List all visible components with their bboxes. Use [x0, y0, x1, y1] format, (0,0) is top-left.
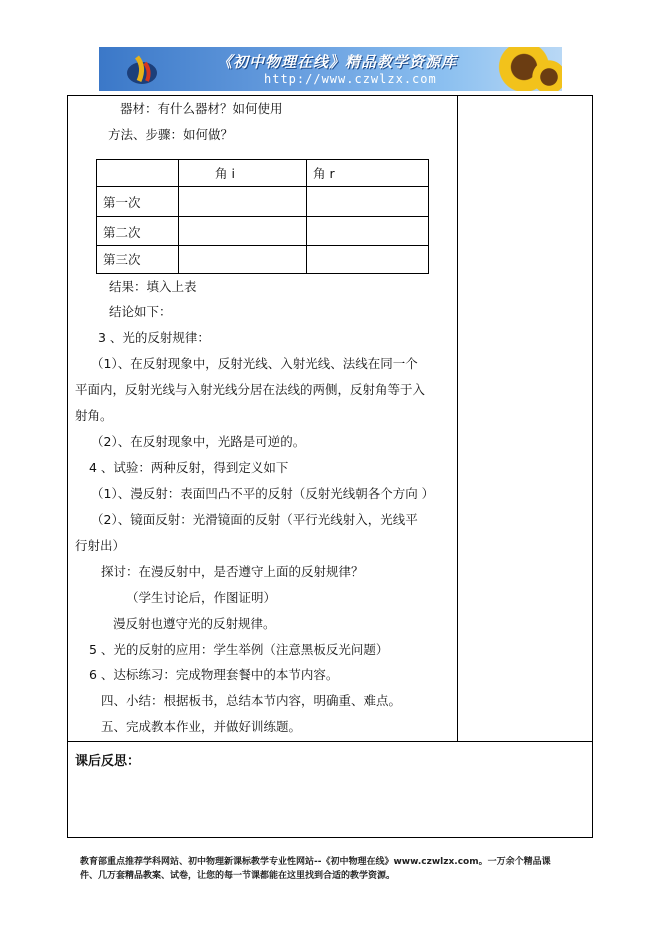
test2-text: （2）、镜面反射：光滑镜面的反射（平行光线射入，光线平	[91, 512, 418, 527]
conclusion-text: 结论如下：	[109, 304, 172, 319]
discuss-text: 探讨：在漫反射中，是否遵守上面的反射规律？	[101, 564, 364, 579]
test-title: 4 、试验：两种反射，得到定义如下	[89, 460, 289, 475]
homework-text: 五、完成教本作业，并做好训练题。	[101, 719, 302, 734]
equipment-text: 器材：有什么器材？如何使用	[120, 101, 283, 116]
law2-text: （2）、在反射现象中，光路是可逆的。	[91, 434, 306, 449]
banner-url[interactable]: http://www.czwlzx.com	[264, 72, 437, 86]
law1-text: 射角。	[75, 408, 113, 423]
table-header-angle-r: 角 r	[313, 166, 335, 181]
sunflower-decoration	[529, 57, 562, 91]
summary-text: 四、小结：根据板书，总结本节内容，明确重、难点。	[101, 693, 402, 708]
law-title: 3 、光的反射规律：	[98, 330, 210, 345]
table-row-label: 第二次	[103, 225, 141, 240]
result-text: 结果：填入上表	[109, 279, 197, 294]
law1-text: （1）、在反射现象中，反射光线、入射光线、法线在同一个	[91, 356, 418, 371]
table-divider	[96, 186, 429, 187]
column-divider	[457, 95, 458, 742]
header-banner	[99, 47, 562, 91]
reflection-label: 课后反思：	[75, 754, 141, 769]
banner-title: 《初中物理在线》精品教学资源库	[217, 53, 458, 71]
site-logo-icon	[125, 53, 159, 87]
table-row-label: 第三次	[103, 252, 141, 267]
footer-text: 件、几万套精品教案、试卷，让您的每一节课都能在这里找到合适的教学资源。	[80, 871, 396, 881]
row-divider	[67, 741, 593, 742]
table-header-angle-i: 角 i	[215, 166, 235, 181]
table-divider	[96, 245, 429, 246]
discuss-answer: 漫反射也遵守光的反射规律。	[113, 616, 276, 631]
table-row-label: 第一次	[103, 195, 141, 210]
footer-text: 教育部重点推荐学科网站、初中物理新课标教学专业性网站--《初中物理在线》www.czwlzx.com。一万余个精品课	[80, 857, 551, 867]
law1-text: 平面内，反射光线与入射光线分居在法线的两侧，反射角等于入	[75, 382, 426, 397]
practice-text: 6 、达标练习：完成物理套餐中的本节内容。	[89, 667, 339, 682]
application-text: 5 、光的反射的应用：学生举例（注意黑板反光问题）	[89, 642, 389, 657]
test1-text: （1）、漫反射：表面凹凸不平的反射（反射光线朝各个方向 ）	[91, 486, 435, 501]
test2-text: 行射出）	[75, 538, 126, 553]
method-text: 方法、步骤：如何做？	[108, 127, 234, 142]
table-divider	[96, 216, 429, 217]
discuss-note: （学生讨论后，作图证明）	[126, 590, 277, 605]
